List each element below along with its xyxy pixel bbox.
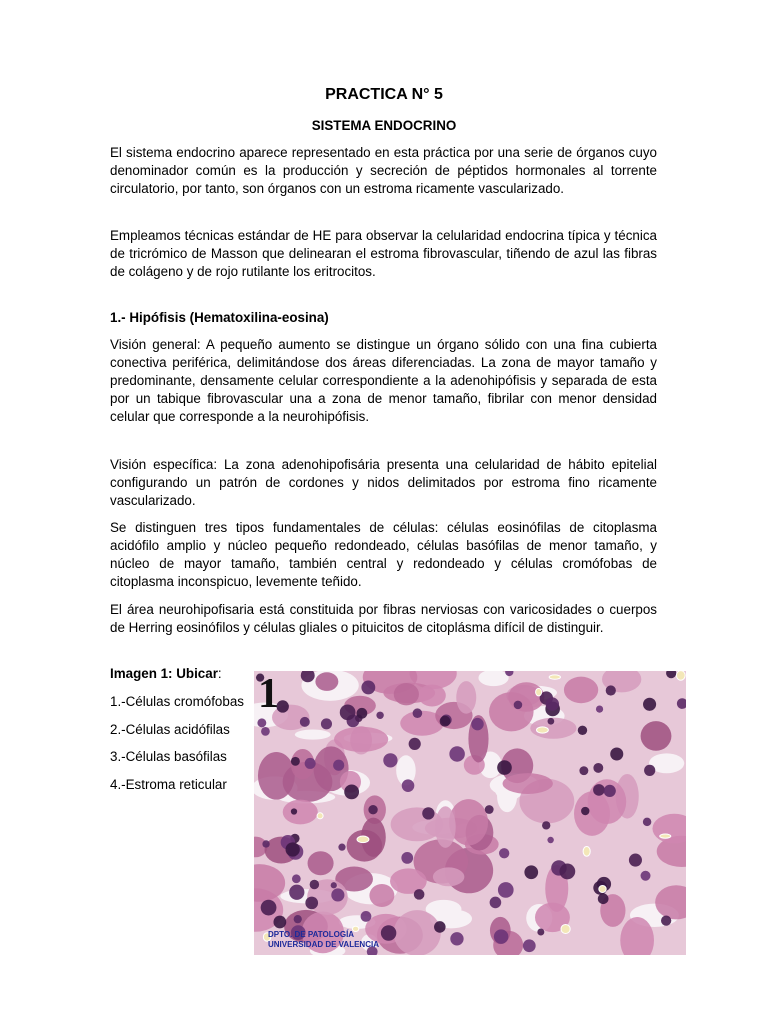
cell-nucleus	[537, 929, 544, 936]
cell-nucleus	[361, 680, 375, 694]
cell-nucleus	[286, 842, 300, 856]
cell-nucleus	[291, 757, 300, 766]
cell-nucleus	[434, 921, 446, 933]
cell-nucleus	[300, 717, 310, 727]
cell-nucleus	[523, 939, 536, 952]
cell-nucleus	[581, 807, 589, 815]
vacuole	[599, 885, 606, 892]
cell-nucleus	[524, 865, 538, 879]
cell-nucleus	[546, 697, 559, 710]
vacuole	[317, 813, 323, 819]
cell-nucleus	[497, 760, 512, 775]
cell-nucleus	[471, 718, 483, 730]
intro-paragraph-1: El sistema endocrino aparece representado en esta práctica por una serie de órganos cuyo denominador común es la producción y secreción de péptidos hormonales al torrente circulatorio, por tanto, son órganos con un estroma ricamente vascularizado.	[110, 145, 657, 196]
cell-nucleus	[414, 889, 425, 900]
cell-nucleus	[344, 784, 359, 799]
cell-nucleus	[644, 765, 655, 776]
section-paragraph-neuro: El área neurohipofisaria está constituida por fibras nerviosas con varicosidades o cuerpos de Herring eosinófilos y células gliales o pituicitos de citoplásma difícil de distinguir.	[110, 602, 657, 635]
cell-nucleus	[291, 808, 297, 814]
cell-nucleus	[257, 718, 266, 727]
stroma-gap	[295, 729, 331, 739]
histology-image	[254, 671, 686, 955]
cell-nucleus	[305, 897, 318, 910]
list-item: 4.-Estroma reticular	[110, 776, 227, 792]
section-heading: 1.- Hipófisis (Hematoxilina-eosina)	[110, 310, 329, 325]
cell-cytoplasm	[418, 684, 446, 706]
figure-number: 1	[258, 671, 279, 717]
cell-nucleus	[498, 882, 514, 898]
cell-nucleus	[598, 893, 609, 904]
cell-cytoplasm	[503, 773, 553, 794]
cell-nucleus	[402, 779, 415, 792]
cell-nucleus	[422, 807, 434, 819]
watermark-line-1: DPTO. DE PATOLOGÍA	[268, 930, 355, 939]
cell-cytoplasm	[394, 910, 441, 955]
cell-nucleus	[490, 897, 502, 909]
cell-nucleus	[449, 746, 465, 762]
vacuole	[357, 836, 369, 843]
cell-nucleus	[661, 915, 671, 925]
cell-nucleus	[440, 716, 451, 727]
cell-cytoplasm	[394, 683, 419, 705]
watermark-line-2: UNIVERSIDAD DE VALENCIA	[268, 940, 379, 949]
cell-nucleus	[450, 932, 463, 945]
cell-nucleus	[610, 747, 623, 760]
cell-nucleus	[340, 705, 356, 721]
histology-micrograph	[254, 671, 686, 955]
cell-nucleus	[499, 848, 509, 858]
vacuole	[660, 834, 671, 838]
document-title: PRACTICA N° 5	[325, 86, 443, 103]
cell-cytoplasm	[283, 800, 318, 825]
cell-nucleus	[333, 760, 344, 771]
vacuole	[549, 675, 560, 679]
cell-nucleus	[273, 916, 286, 929]
cell-nucleus	[383, 753, 397, 767]
cell-cytoplasm	[564, 677, 598, 704]
list-item: 1.-Células cromófobas	[110, 694, 244, 709]
cell-nucleus	[604, 785, 616, 797]
image-caption-label: Imagen 1: Ubicar	[110, 666, 218, 681]
cell-nucleus	[559, 864, 575, 880]
image-caption	[110, 666, 222, 681]
cell-nucleus	[606, 685, 616, 695]
cell-nucleus	[542, 821, 550, 829]
cell-nucleus	[643, 818, 651, 826]
cell-nucleus	[381, 925, 396, 940]
cell-nucleus	[305, 758, 316, 769]
list-item: 3.-Células basófilas	[110, 749, 227, 764]
cell-nucleus	[641, 871, 651, 881]
cell-cytoplasm	[369, 884, 394, 907]
cell-nucleus	[413, 708, 423, 718]
cell-cytoplasm	[508, 682, 544, 711]
cell-nucleus	[262, 840, 269, 847]
cell-nucleus	[331, 888, 344, 901]
cell-nucleus	[357, 708, 368, 719]
cell-cytoplasm	[641, 721, 672, 751]
image-watermark	[268, 930, 379, 950]
cell-nucleus	[261, 727, 270, 736]
cell-nucleus	[547, 837, 553, 843]
document-subtitle: SISTEMA ENDOCRINO	[311, 118, 457, 133]
vacuole	[536, 688, 542, 695]
list-item: 2.-Células acidófilas	[110, 721, 230, 737]
section-paragraph-cells: Se distinguen tres tipos fundamentales de células: células eosinófilas de citoplasma acidófilo amplio y núcleo pequeño redondeado, células basófilas de menor tamaño, y núcleo de mayor tamaño, también central y redondeado y células cromófobas de citoplasma inconspicuo, levemente teñido.	[110, 520, 657, 589]
cell-nucleus	[596, 706, 603, 713]
section-paragraph-general: Visión general: A pequeño aumento se distingue un órgano sólido con una fina cubierta conectiva periférica, delimitándose dos áreas diferenciadas. La zona de mayor tamaño y predominante, densamente celular correspondiente a la adenohipófisis y separada de esta por un tabique fibrovascular una a zona de menor tamaño, fibrilar con menor densidad celular que corresponde a la neurohipófisis.	[110, 337, 657, 424]
cell-cytoplasm	[456, 681, 476, 714]
vacuole	[536, 727, 548, 733]
cell-nucleus	[368, 805, 377, 814]
vacuole	[583, 847, 590, 857]
cell-nucleus	[331, 882, 337, 888]
cell-nucleus	[578, 726, 587, 735]
cell-nucleus	[338, 844, 345, 851]
cell-nucleus	[401, 852, 413, 864]
cell-nucleus	[321, 718, 332, 729]
cell-nucleus	[289, 885, 304, 900]
vacuole	[676, 671, 685, 680]
cell-nucleus	[310, 880, 319, 889]
cell-nucleus	[376, 712, 383, 719]
cell-nucleus	[361, 911, 372, 922]
cell-nucleus	[294, 915, 302, 923]
cell-cytoplasm	[435, 806, 456, 848]
cell-cytoplasm	[334, 727, 388, 752]
cell-nucleus	[579, 766, 588, 775]
cell-nucleus	[643, 698, 656, 711]
cell-nucleus	[292, 874, 301, 883]
identify-list	[110, 693, 250, 803]
cell-cytoplasm	[347, 830, 383, 862]
cell-nucleus	[593, 784, 605, 796]
cell-nucleus	[593, 763, 603, 773]
cell-cytoplasm	[433, 867, 465, 886]
cell-nucleus	[485, 805, 494, 814]
cell-nucleus	[514, 701, 523, 710]
cell-nucleus	[629, 854, 642, 867]
cell-nucleus	[548, 718, 555, 725]
cell-nucleus	[409, 738, 421, 750]
cell-nucleus	[261, 900, 277, 916]
vacuole	[561, 924, 570, 933]
image-caption-suffix: :	[217, 666, 222, 681]
cell-cytoplasm	[308, 851, 334, 875]
section-paragraph-specific: Visión específica: La zona adenohipofisária presenta una celularidad de hábito epitelial configurando un patrón de cordones y nidos delimitados por estroma fino ricamente vascularizado.	[110, 457, 657, 508]
intro-paragraph-2: Empleamos técnicas estándar de HE para observar la celularidad endocrina típica y técnica de tricrómico de Masson que delinearan el estroma fibrovascular, tiñendo de azul las fibras de colágeno y de rojo rutilante los eritrocitos.	[110, 228, 657, 279]
cell-cytoplasm	[315, 672, 338, 691]
cell-nucleus	[494, 929, 509, 944]
